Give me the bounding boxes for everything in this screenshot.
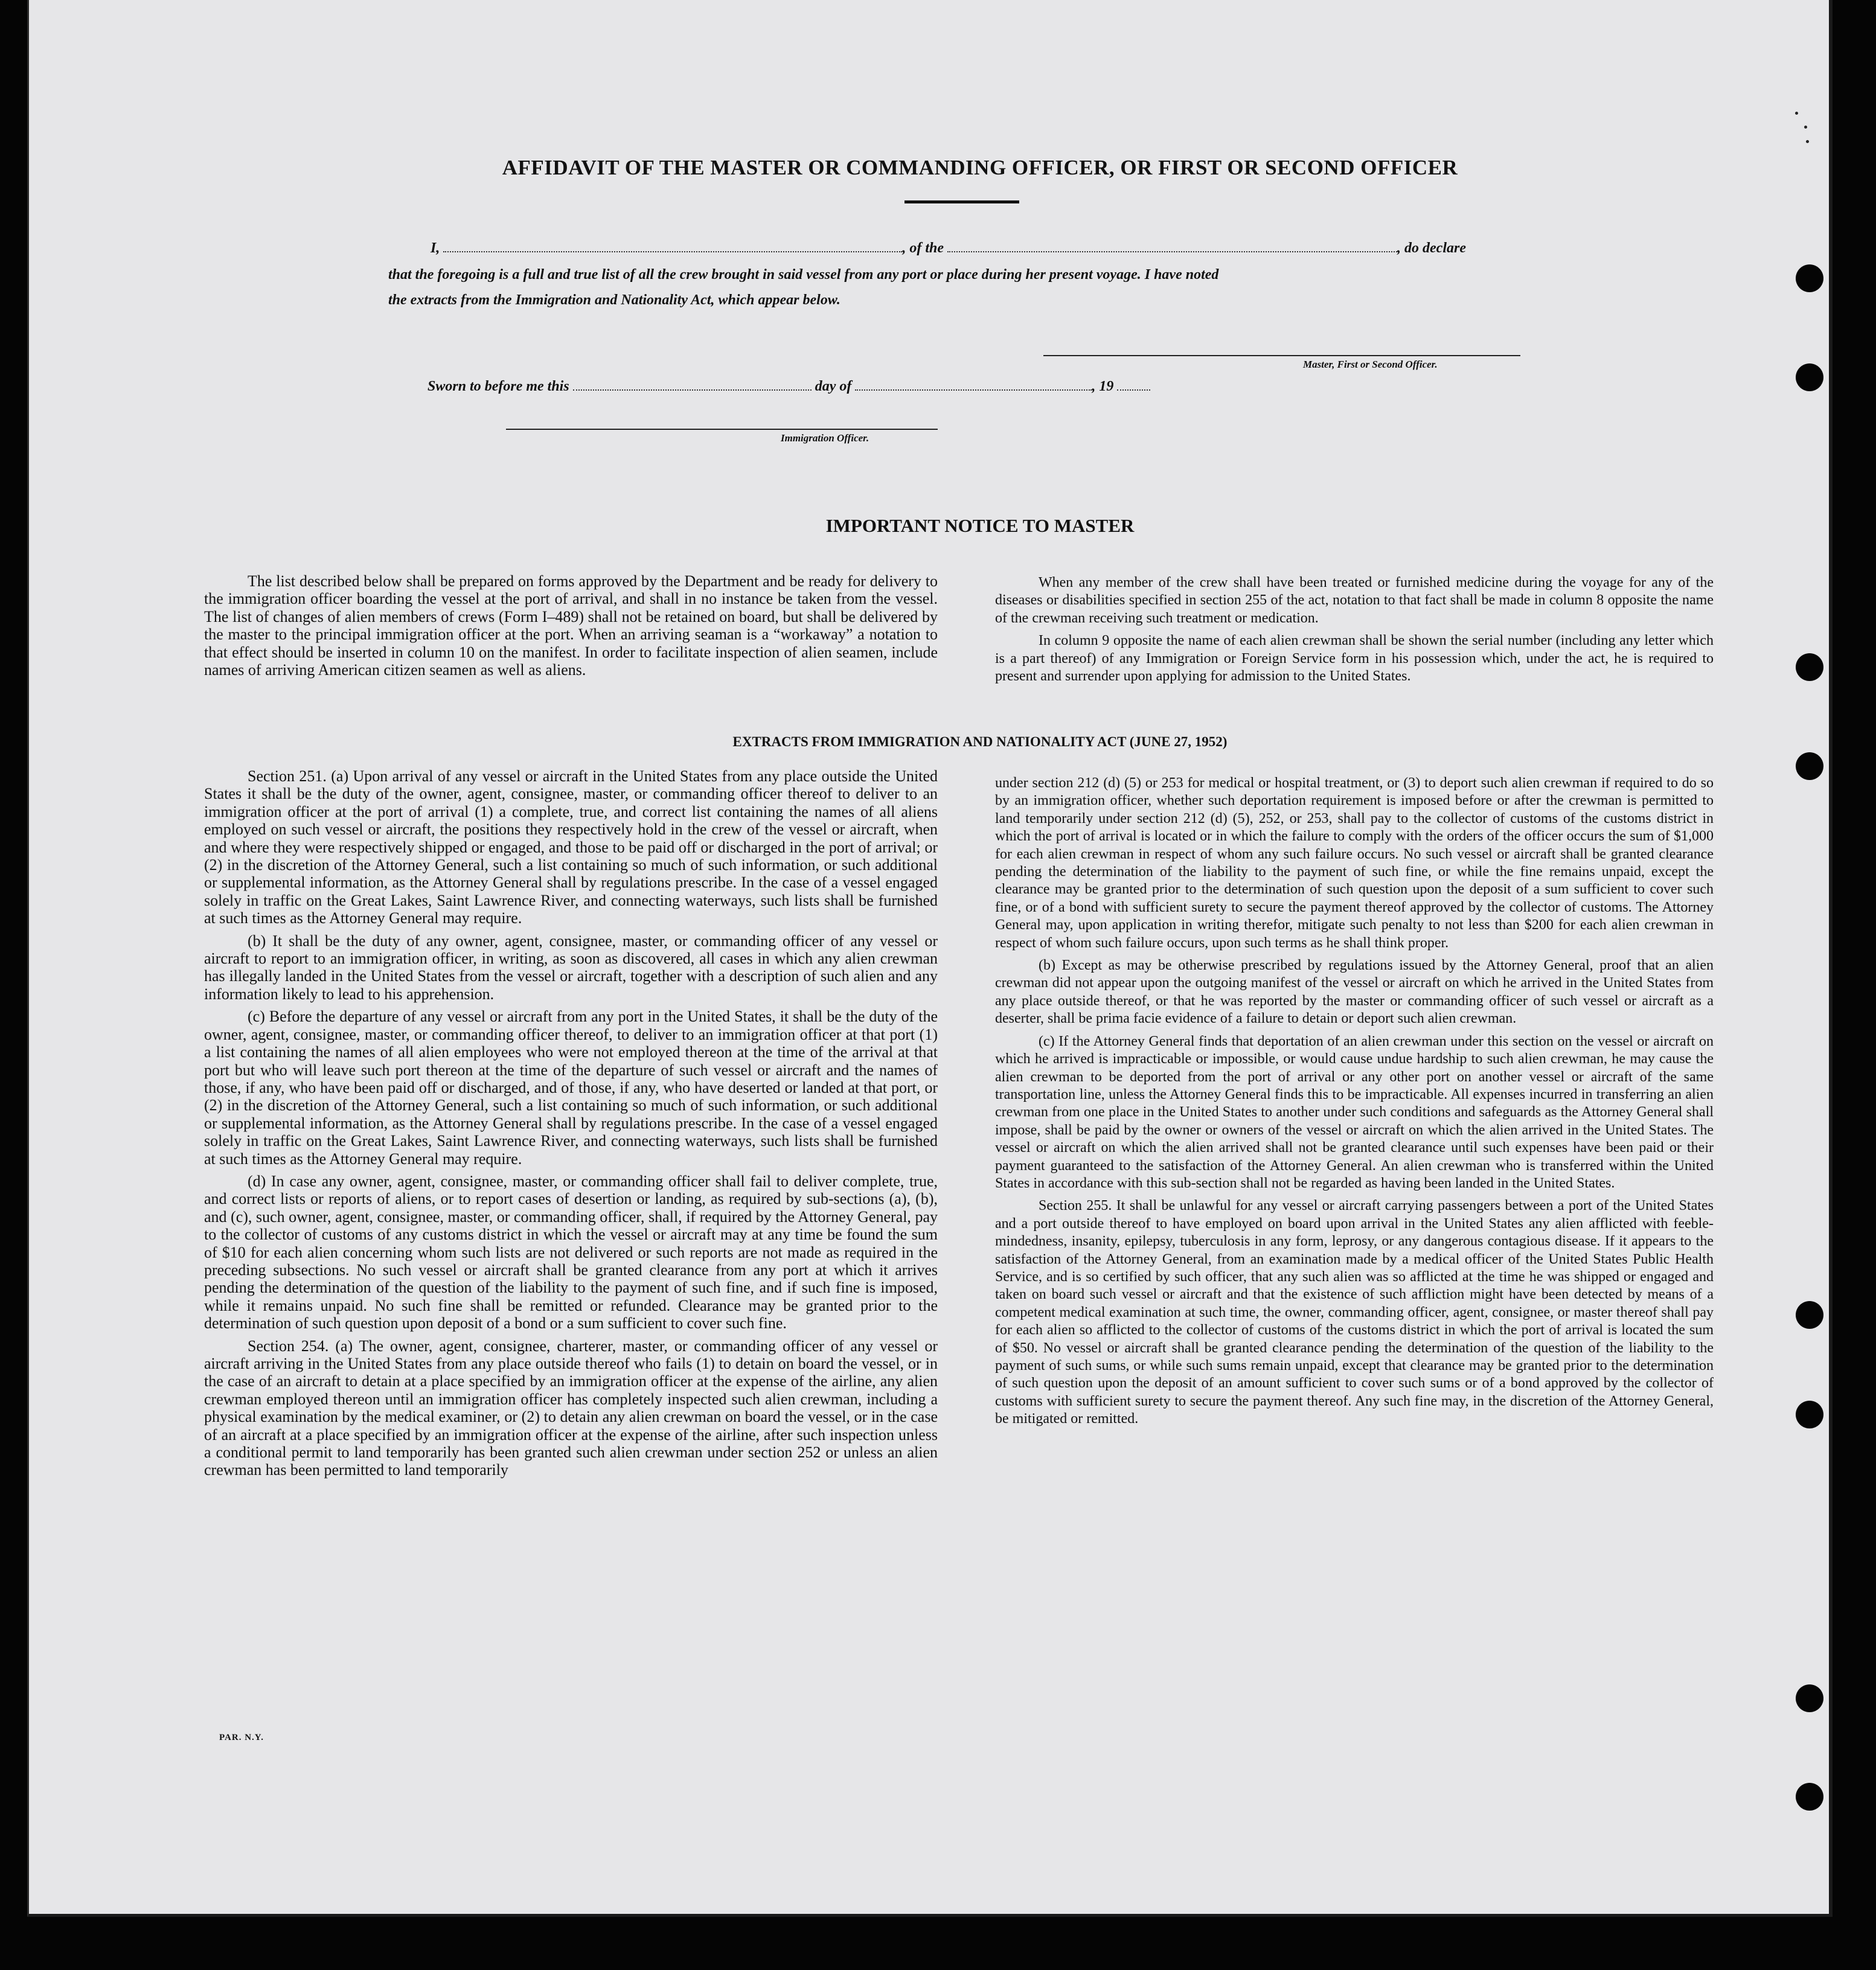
binder-hole <box>1796 752 1823 780</box>
section-251-d: (d) In case any owner, agent, consignee, master, or commanding officer shall fail to deliver complete, true, and correct lists or reports of aliens, or to report cases of desertion or landing, as required by sub-sections (a), (b), and (c), such owner, agent, consignee, master, or commanding officer, shall, if required by the Attorney General, pay to the collector of customs of any customs district in which the vessel or aircraft may at any time be found the sum of $10 for each alien concerning whom such lists are not delivered or such reports are not made as required in the preceding subsections. No such vessel or aircraft shall be granted clearance from any port at which it arrives pending the determination of the question of the liability to the payment of such fine, and if such fine is imposed, while it remains unpaid. No such fine shall be remitted or refunded. Clearance may be granted prior to the determination of such question upon deposit of a bond or a sum sufficient to cover such fine. <box>204 1172 938 1332</box>
declaration-line-1: that the foregoing is a full and true list of all the crew brought in said vessel from any port or place during her present voyage. I have noted <box>388 267 1219 283</box>
extracts-title: EXTRACTS FROM IMMIGRATION AND NATIONALITY ACT (JUNE 27, 1952) <box>732 734 1228 749</box>
officer-signature-label: Immigration Officer. <box>781 432 869 444</box>
notice-right-paragraph-1: When any member of the crew shall have been treated or furnished medicine during the voyage for any of the diseases or disabilities specified in section 255 of the act, notation to that fact shall be made in column 8 opposite the name of the crewman receiving such treatment or medication. <box>995 575 1714 626</box>
sworn-month-blank[interactable] <box>855 379 1092 391</box>
extracts-right-column <box>995 775 1714 1428</box>
printer-mark: PAR. N.Y. <box>219 1733 264 1742</box>
dust-speck <box>1806 140 1809 143</box>
title-underline <box>904 200 1019 203</box>
section-251-c: (c) Before the departure of any vessel or aircraft from any port in the United States, it shall be the duty of the owner, agent, consignee, master, or commanding officer thereof, to deliver to an immigration officer at that port (1) a list containing the names of all alien employees who were not employed thereon at the time of the arrival at that port but who will leave such port thereon at the time of the departure of such vessel or aircraft and the names of those, if any, who have been paid off or discharged, and of those, if any, who have deserted or landed at that port, or (2) in the discretion of the Attorney General, such a list containing so much of such information, or such additional or supplemental information, as the Attorney General shall by regulations prescribe. In the case of a vessel engaged solely in traffic on the Great Lakes, Saint Lawrence River, and connecting waterways, such lists shall be furnished at such times as the Attorney General may require. <box>204 1008 938 1168</box>
binder-hole <box>1796 1783 1823 1811</box>
notice-right-paragraph-2: In column 9 opposite the name of each alien crewman shall be shown the serial number (including any letter which is a part thereof) of any Immigration or Foreign Service form in his possession which, under the act, he is required to present and surrender upon applying for admission to the United States. <box>995 633 1714 685</box>
year-label: , 19 <box>1092 379 1114 394</box>
sworn-label: Sworn to before me this <box>427 379 569 394</box>
day-of-label: day of <box>815 379 852 394</box>
binder-hole <box>1796 1401 1823 1428</box>
master-signature-line[interactable] <box>1043 355 1520 356</box>
of-the-label: , of the <box>902 240 944 256</box>
name-blank[interactable] <box>443 240 902 252</box>
notice-left-column <box>204 572 938 679</box>
affidavit-title: AFFIDAVIT OF THE MASTER OR COMMANDING OFFICER, OR FIRST OR SECOND OFFICER <box>502 156 1458 179</box>
master-signature-label: Master, First or Second Officer. <box>1303 359 1438 370</box>
binder-hole <box>1796 363 1823 391</box>
notice-right-column <box>995 574 1714 685</box>
section-251-b: (b) It shall be the duty of any owner, agent, consignee, master, or commanding officer of any vessel or aircraft to report to an immigration officer, in writing, as soon as discovered, all cases in which any alien crewman has illegally landed in the United States from the vessel or aircraft, together with a description of such alien and any information likely to lead to his apprehension. <box>204 932 938 1003</box>
section-254-b: (b) Except as may be otherwise prescribed by regulations issued by the Attorney General, proof that an alien crewman did not appear upon the outgoing manifest of the vessel or aircraft on which he arrived in the United States from any place outside thereof, or that he was reported by the master or commanding officer of such vessel or aircraft as a deserter, shall be prima facie evidence of a failure to detain or deport such alien crewman. <box>995 958 1714 1027</box>
officer-signature-line[interactable] <box>506 429 938 430</box>
binder-hole <box>1796 653 1823 681</box>
section-255: Section 255. It shall be unlawful for any vessel or aircraft carrying passengers between a port of the United States and a port outside thereof to have employed on board upon arrival in the United States any alien afflicted with feeble-mindedness, insanity, epilepsy, tuberculosis in any form, leprosy, or any dangerous contagious disease. If it appears to the satisfaction of the Attorney General, from an examination made by a medical officer of the United States Public Health Service, and is so certified by such officer, that any such alien was so afflicted at the time he was shipped or engaged and taken on board such vessel or aircraft and that the existence of such affliction might have been detected by means of a competent medical examination at such time, the owner, commanding officer, agent, consignee, or master thereof shall pay for each alien so afflicted to the collector of customs of the customs district in which the port of arrival is located the sum of $50. No vessel or aircraft shall be granted clearance pending the determination of the question of the liability to the payment of such sums, or while such sums remain unpaid, except that clearance may be granted prior to the determination of such question upon the deposit of an amount sufficient to cover such sums or of a bond approved by the collector of customs with sufficient surety to secure the payment thereof. Any such fine may, in the discretion of the Attorney General, be mitigated or remitted. <box>995 1198 1714 1427</box>
binder-hole <box>1796 264 1823 292</box>
form-page <box>27 0 1833 1917</box>
do-declare-label: , do declare <box>1397 240 1466 256</box>
declaration-name-line <box>431 240 1466 257</box>
declaration-line-2: the extracts from the Immigration and Nationality Act, which appear below. <box>388 292 840 308</box>
binder-hole <box>1796 1684 1823 1712</box>
notice-left-paragraph: The list described below shall be prepared on forms approved by the Department and be ready for delivery to the immigration officer boarding the vessel at the port of arrival, and shall in no instance be taken from the vessel. The list of changes of alien members of crews (Form I–489) shall not be retained on board, but shall be delivered by the master to the principal immigration officer at the port. When an arriving seaman is a “workaway” a notation to that effect should be inserted in column 10 on the manifest. In order to facilitate inspection of alien seamen, include names of arriving American citizen seamen as well as aliens. <box>204 572 938 679</box>
sworn-day-blank[interactable] <box>573 379 812 391</box>
extracts-left-column <box>204 767 938 1479</box>
notice-title: IMPORTANT NOTICE TO MASTER <box>825 515 1135 536</box>
sworn-year-blank[interactable] <box>1117 379 1150 391</box>
dust-speck <box>1795 112 1798 115</box>
i-label: I, <box>431 240 440 256</box>
section-251-a: Section 251. (a) Upon arrival of any vessel or aircraft in the United States from any place outside the United States it shall be the duty of the owner, agent, consignee, master, or commanding officer thereof to deliver to an immigration officer at the port of arrival (1) a complete, true, and correct list containing the names of all aliens employed on such vessel or aircraft, the positions they respectively hold in the crew of the vessel or aircraft, when and where they were respectively shipped or engaged, and those to be paid off or discharged in the port of arrival; or (2) in the discretion of the Attorney General, such a list containing so much of such information, or such additional or supplemental information, as the Attorney General shall by regulations prescribe. In the case of a vessel engaged solely in traffic on the Great Lakes, Saint Lawrence River, and connecting waterways, such lists shall be furnished at such times as the Attorney General may require. <box>204 767 938 927</box>
binder-hole <box>1796 1301 1823 1329</box>
sworn-line <box>427 379 1150 395</box>
section-254-c: (c) If the Attorney General finds that deportation of an alien crewman under this section on the vessel or aircraft on which he arrived is impracticable or impossible, or would cause undue hardship to such alien crewman, he may cause the alien crewman to be deported from the port of arrival or any other port on another vessel or aircraft of the same transportation line, unless the Attorney General finds this to be impracticable. All expenses incurred in transferring an alien crewman from one place in the United States to another under such conditions and safeguards as the Attorney General shall impose, shall be paid by the owner or owners of the vessel or aircraft on which the alien arrived in the United States. The vessel or aircraft on which the alien arrived shall not be granted clearance until such expenses have been paid or their payment guaranteed to the satisfaction of the Attorney General. An alien crewman who is transferred within the United States in accordance with this sub-section shall not be regarded as having been landed in the United States. <box>995 1033 1714 1191</box>
dust-speck <box>1804 126 1807 129</box>
section-254-a-continued: under section 212 (d) (5) or 253 for medical or hospital treatment, or (3) to deport such alien crewman if required to do so by an immigration officer, whether such deportation requirement is imposed before or after the crewman is permitted to land temporarily under section 212 (d) (5), 252, or 253, shall pay to the collector of customs of the customs district in which the port of arrival is located or in which the failure to comply with the orders of the officer occurs the sum of $1,000 for each alien crewman in respect of whom any such failure occurs. No such vessel or aircraft shall be granted clearance pending the determination of the liability to the payment of such fine, or while the fine remains unpaid, except the clearance may be granted prior to the determination of such question upon the deposit of a sum sufficient to cover such fine, or of a bond with sufficient surety to secure the payment thereof approved by the collector of customs. The Attorney General may, upon application in writing therefor, mitigate such penalty to not less than $200 for each alien crewman in respect of whom such failure occurs, upon such terms as he shall think proper. <box>995 775 1714 951</box>
vessel-blank[interactable] <box>947 240 1397 252</box>
section-254-a: Section 254. (a) The owner, agent, consignee, charterer, master, or commanding officer of any vessel or aircraft arriving in the United States from any place outside thereof who fails (1) to detain on board the vessel, or in the case of an aircraft to detain at a place specified by an immigration officer at the expense of the airline, any alien crewman employed thereon until an immigration officer has completely inspected such alien crewman, including a physical examination by the medical examiner, or (2) to detain any alien crewman on board the vessel, or in the case of an aircraft at a place specified by an immigration officer at the expense of the airline, after such inspection unless a conditional permit to land temporarily has been granted such alien crewman under section 252 or unless an alien crewman has been permitted to land temporarily <box>204 1337 938 1479</box>
